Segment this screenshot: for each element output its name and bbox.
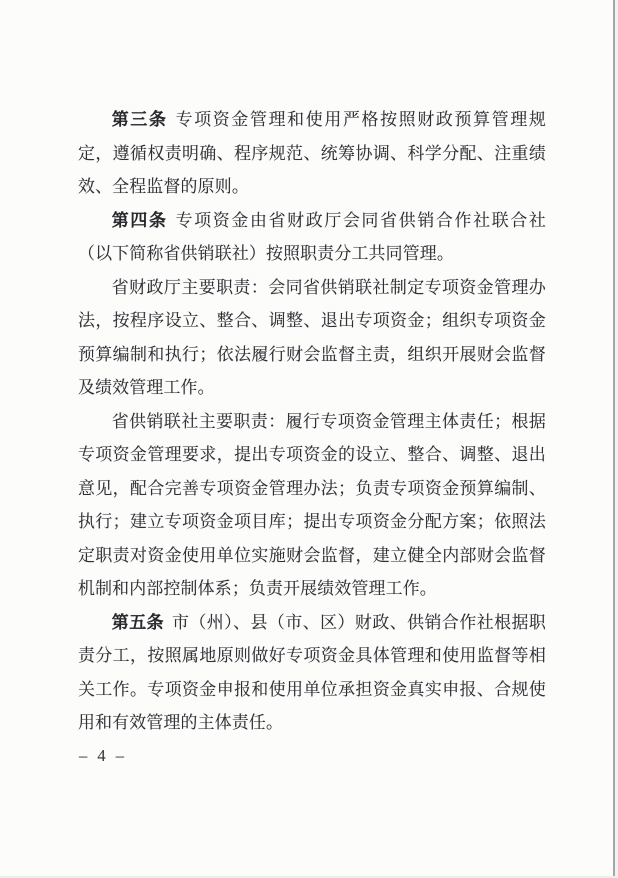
article-3-text: 专项资金管理和使用严格按照财政预算管理规定，遵循权责明确、程序规范、统筹协调、科学分配、注重绩效、全程监督的原则。: [78, 110, 546, 196]
paragraph-supply-coop-text: 省供销联社主要职责：履行专项资金管理主体责任；根据专项资金管理要求，提出专项资金的设立、整合、调整、退出意见，配合完善专项资金管理办法；负责专项资金预算编制、执行；建立专项资金项目库；提出专项资金分配方案；依照法定职责对资金使用单位实施财会监督，建立健全内部财会监督机制和内部控制体系；负责开展绩效管理工作。: [78, 411, 546, 598]
article-4-label: 第四条: [111, 210, 168, 230]
article-5-label: 第五条: [111, 612, 164, 632]
paragraph-finance-dept-text: 省财政厅主要职责：会同省供销联社制定专项资金管理办法，按程序设立、整合、调整、退出专项资金；组织专项资金预算编制和执行；依法履行财会监督主责，组织开展财会监督及绩效管理工作。: [78, 277, 546, 397]
article-3-label: 第三条: [111, 110, 168, 129]
paragraph-supply-coop-duties: [78, 405, 546, 606]
article-4-text: 专项资金由省财政厅会同省供销合作社联合社（以下简称省供销联社）按照职责分工共同管理。: [78, 210, 546, 263]
page-number: – 4 –: [79, 746, 127, 765]
paragraph-article-4: [78, 204, 546, 271]
document-body: [78, 103, 546, 740]
scan-edge-line: [613, 0, 615, 878]
article-5-text: 市（州）、县（市、区）财政、供销合作社根据职责分工，按照属地原则做好专项资金具体管理和使用监督等相关工作。专项资金申报和使用单位承担资金真实申报、合规使用和有效管理的主体责任。: [78, 612, 546, 732]
paragraph-article-3: [78, 103, 546, 204]
paragraph-article-5: [78, 606, 546, 740]
paragraph-finance-dept-duties: [78, 271, 546, 405]
